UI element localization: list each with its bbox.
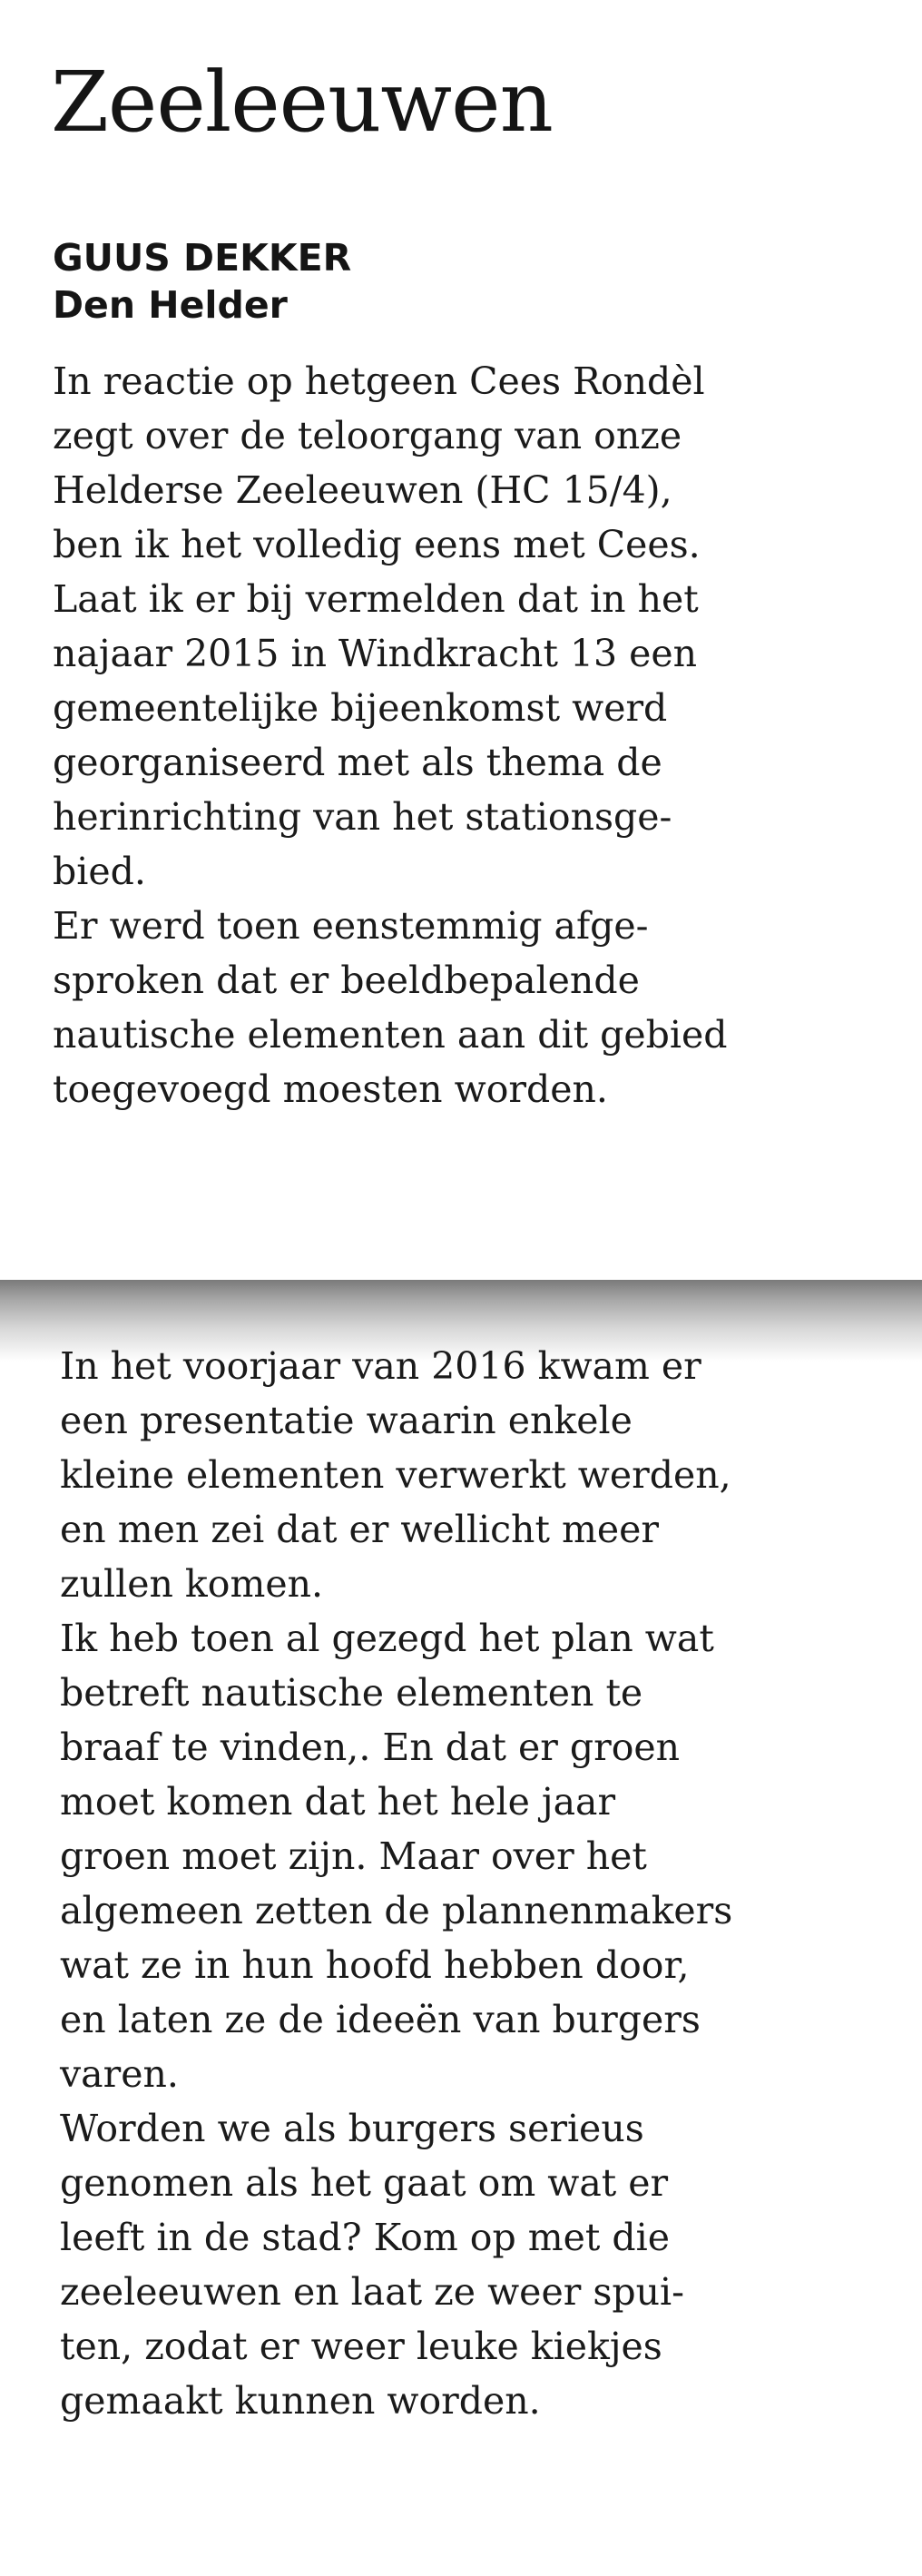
text-line: moet komen dat het hele jaar — [60, 1780, 616, 1824]
text-line: bied. — [53, 850, 146, 893]
author-name: GUUS DEKKER — [53, 236, 352, 280]
clipping-bottom — [0, 1280, 922, 2576]
text-line: ben ik het volledig eens met Cees. — [53, 523, 701, 566]
text-line: en laten ze de ideeën van burgers — [60, 1998, 701, 2041]
text-line: nautische elementen aan dit gebied — [53, 1013, 728, 1057]
byline — [53, 234, 351, 329]
text-line: zeeleeuwen en laat ze weer spui- — [60, 2270, 684, 2314]
text-line: leeft in de stad? Kom op met die — [60, 2216, 670, 2259]
text-line: en men zei dat er wellicht meer — [60, 1508, 659, 1551]
clipping-top — [0, 0, 922, 1280]
text-line: een presentatie waarin enkele — [60, 1399, 633, 1442]
text-line: betreft nautische elementen te — [60, 1671, 643, 1715]
text-line: algemeen zetten de plannenmakers — [60, 1889, 733, 1932]
text-line: In het voorjaar van 2016 kwam er — [60, 1344, 701, 1388]
text-line: wat ze in hun hoofd hebben door, — [60, 1943, 690, 1987]
text-line: toegevoegd moesten worden. — [53, 1067, 608, 1111]
text-line: braaf te vinden,. En dat er groen — [60, 1726, 681, 1769]
body-text-top — [53, 354, 728, 1116]
text-line: sproken dat er beeldbepalende — [53, 959, 640, 1002]
text-line: Laat ik er bij vermelden dat in het — [53, 577, 699, 621]
text-line: In reactie op hetgeen Cees Rondèl — [53, 359, 705, 403]
text-line: gemeentelijke bijeenkomst werd — [53, 686, 668, 730]
text-line: kleine elementen verwerkt werden, — [60, 1453, 731, 1497]
text-line: groen moet zijn. Maar over het — [60, 1834, 647, 1878]
text-line: georganiseerd met als thema de — [53, 741, 662, 784]
text-line: gemaakt kunnen worden. — [60, 2379, 541, 2423]
headline: Zeeleeuwen — [51, 54, 553, 151]
text-line: ten, zodat er weer leuke kiekjes — [60, 2325, 662, 2368]
text-line: najaar 2015 in Windkracht 13 een — [53, 632, 698, 675]
body-text-bottom — [60, 1339, 732, 2428]
text-line: varen. — [60, 2052, 179, 2096]
text-line: zullen komen. — [60, 1562, 324, 1606]
author-location: Den Helder — [53, 283, 288, 327]
text-line: Er werd toen eenstemmig afge- — [53, 904, 649, 948]
text-line: Helderse Zeeleeuwen (HC 15/4), — [53, 468, 672, 512]
text-line: herinrichting van het stationsge- — [53, 795, 672, 839]
text-line: Ik heb toen al gezegd het plan wat — [60, 1617, 714, 1660]
text-line: zegt over de teloorgang van onze — [53, 414, 682, 457]
text-line: Worden we als burgers serieus — [60, 2107, 644, 2150]
text-line: genomen als het gaat om wat er — [60, 2161, 669, 2205]
